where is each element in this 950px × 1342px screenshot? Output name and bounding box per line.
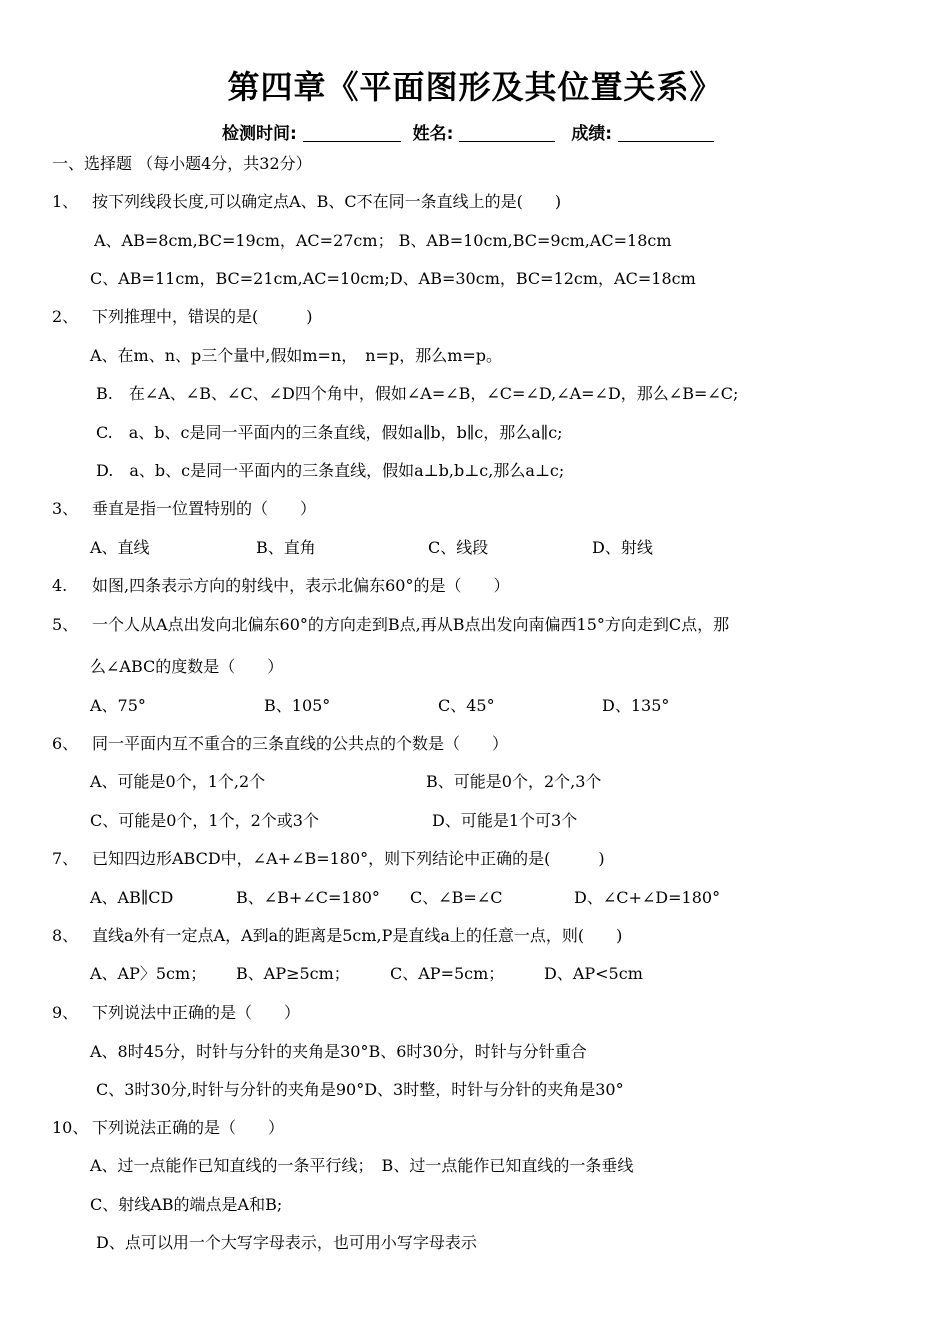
q10-option-c: C、射线AB的端点是A和B; xyxy=(90,1195,283,1214)
q5-option-c: C、45° xyxy=(438,696,495,715)
time-label: 检测时间: xyxy=(222,124,297,144)
question-10 xyxy=(52,1115,284,1138)
q8-option-c: C、AP=5cm； xyxy=(390,964,505,983)
question-stem: 一个人从A点出发向北偏东60°的方向走到B点,再从B点出发向南偏西15°方向走到C点，那 xyxy=(92,615,730,634)
question-5-continued: 么∠ABC的度数是（ ） xyxy=(90,657,284,676)
q2-option-a: A、在m、n、p三个量中,假如m=n， n=p，那么m=p。 xyxy=(90,346,503,365)
question-6 xyxy=(52,731,508,754)
question-5 xyxy=(52,612,729,635)
q5-option-d: D、135° xyxy=(602,696,670,715)
q2-option-b: B. 在∠A、∠B、∠C、∠D四个角中，假如∠A=∠B，∠C=∠D,∠A=∠D，那么∠B=∠C; xyxy=(96,384,739,403)
q6-option-d: D、可能是1个可3个 xyxy=(432,811,578,830)
question-4 xyxy=(52,573,509,596)
q2-option-c: C. a、b、c是同一平面内的三条直线，假如a∥b，b∥c，那么a∥c; xyxy=(96,423,563,442)
score-blank[interactable] xyxy=(618,125,714,142)
question-number: 6、 xyxy=(52,734,79,753)
question-number: 1、 xyxy=(52,192,79,211)
question-number: 5、 xyxy=(52,615,79,634)
name-blank[interactable] xyxy=(459,125,555,142)
q7-option-a: A、AB∥CD xyxy=(90,888,174,907)
question-stem: 下列说法正确的是（ ） xyxy=(92,1118,285,1137)
question-2 xyxy=(52,304,313,327)
q3-option-c: C、线段 xyxy=(428,538,489,557)
q7-option-d: D、∠C+∠D=180° xyxy=(574,888,721,907)
question-7 xyxy=(52,846,605,869)
question-number: 9、 xyxy=(52,1003,79,1022)
q7-option-c: C、∠B=∠C xyxy=(410,888,503,907)
q7-option-b: B、∠B+∠C=180° xyxy=(236,888,380,907)
q1-options-cd: C、AB=11cm，BC=21cm,AC=10cm;D、AB=30cm，BC=12cm，AC=18cm xyxy=(90,269,696,288)
q10-option-d: D、点可以用一个大写字母表示，也可用小写字母表示 xyxy=(96,1233,477,1252)
q9-options-ab: A、8时45分，时针与分针的夹角是30°B、6时30分，时针与分针重合 xyxy=(90,1042,587,1061)
q3-option-d: D、射线 xyxy=(592,538,653,557)
q3-option-a: A、直线 xyxy=(90,538,150,557)
name-label: 姓名: xyxy=(412,124,454,144)
question-3 xyxy=(52,496,316,519)
q1-options-ab: A、AB=8cm,BC=19cm，AC=27cm； B、AB=10cm,BC=9cm,AC=18cm xyxy=(94,231,672,250)
page-title: 第四章《平面图形及其位置关系》 xyxy=(227,68,723,106)
q2-option-d: D. a、b、c是同一平面内的三条直线，假如a⊥b,b⊥c,那么a⊥c; xyxy=(96,461,565,480)
question-stem: 已知四边形ABCD中，∠A+∠B=180°，则下列结论中正确的是( ) xyxy=(92,849,605,868)
question-number: 8、 xyxy=(52,926,79,945)
question-stem: 按下列线段长度,可以确定点A、B、C不在同一条直线上的是( ) xyxy=(92,192,562,211)
question-stem: 同一平面内互不重合的三条直线的公共点的个数是（ ） xyxy=(92,734,509,753)
q9-options-cd: C、3时30分,时针与分针的夹角是90°D、3时整，时针与分针的夹角是30° xyxy=(96,1080,624,1099)
question-number: 2、 xyxy=(52,307,79,326)
q6-option-b: B、可能是0个，2个,3个 xyxy=(426,772,602,791)
section-heading: 一、选择题 （每小题4分，共32分） xyxy=(52,154,312,173)
question-stem: 如图,四条表示方向的射线中，表示北偏东60°的是（ ） xyxy=(92,576,510,595)
q6-option-a: A、可能是0个，1个,2个 xyxy=(90,772,266,791)
question-stem: 垂直是指一位置特别的（ ） xyxy=(92,499,317,518)
question-number: 10、 xyxy=(52,1118,89,1137)
question-number: 4. xyxy=(52,576,68,595)
q3-option-b: B、直角 xyxy=(256,538,316,557)
question-stem: 直线a外有一定点A，A到a的距离是5cm,P是直线a上的任意一点，则( ) xyxy=(92,926,623,945)
time-blank[interactable] xyxy=(303,125,401,142)
q8-option-a: A、AP〉5cm； xyxy=(90,964,207,983)
question-number: 7、 xyxy=(52,849,79,868)
question-stem: 下列说法中正确的是（ ） xyxy=(92,1003,301,1022)
q8-option-b: B、AP≥5cm； xyxy=(236,964,350,983)
q5-option-a: A、75° xyxy=(90,696,146,715)
exam-info-line xyxy=(222,119,714,144)
q10-options-ab: A、过一点能作已知直线的一条平行线； B、过一点能作已知直线的一条垂线 xyxy=(90,1156,634,1175)
q5-option-b: B、105° xyxy=(264,696,331,715)
q6-option-c: C、可能是0个，1个，2个或3个 xyxy=(90,811,319,830)
question-number: 3、 xyxy=(52,499,79,518)
question-1 xyxy=(52,189,561,212)
question-stem: 下列推理中，错误的是( ) xyxy=(92,307,313,326)
score-label: 成绩: xyxy=(571,124,613,144)
question-8 xyxy=(52,923,622,946)
q8-option-d: D、AP<5cm xyxy=(544,964,643,983)
question-9 xyxy=(52,1000,300,1023)
